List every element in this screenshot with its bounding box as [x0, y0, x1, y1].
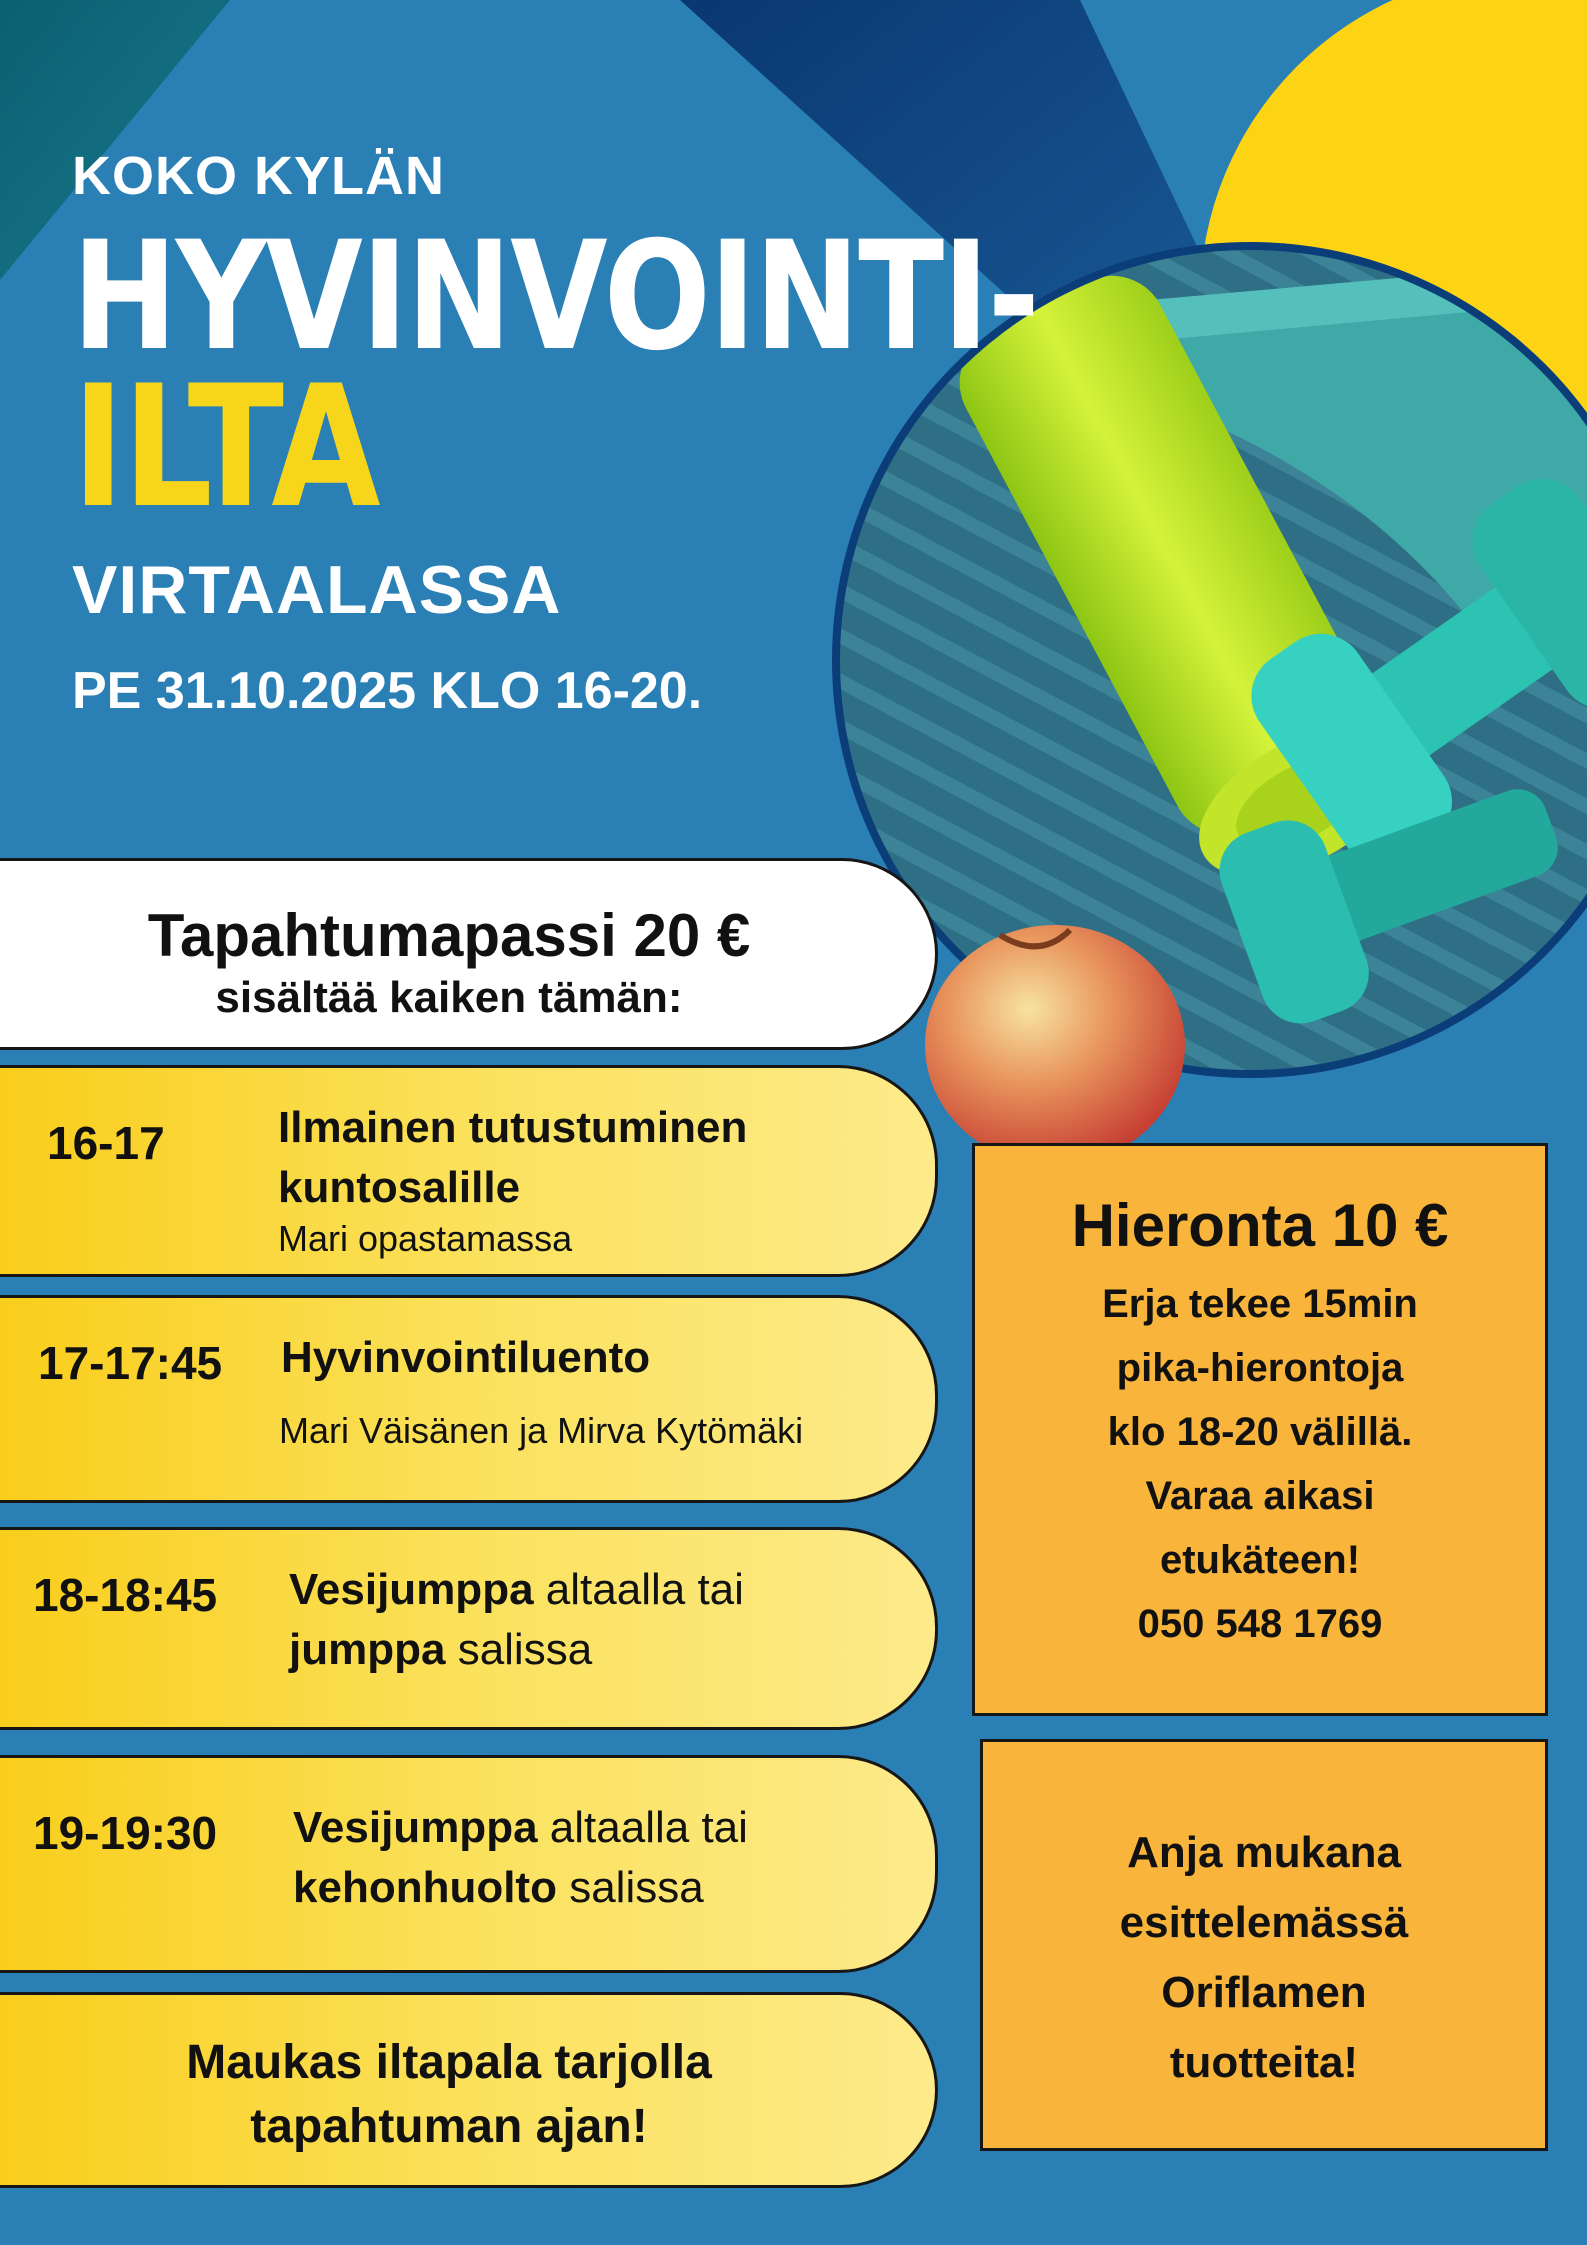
oriflame-info-box [980, 1739, 1548, 2151]
massage-title: Hieronta 10 € [1071, 1192, 1449, 1259]
oriflame-line: Oriflamen [1161, 1968, 1367, 2017]
massage-phone: 050 548 1769 [1137, 1602, 1383, 1646]
event-title-line2: ILTA [72, 349, 379, 545]
slot-time: 17-17:45 [38, 1337, 223, 1389]
schedule-slot-2 [0, 1295, 938, 1503]
oriflame-line: tuotteita! [1169, 2038, 1359, 2087]
activity-secondary: jumppa [289, 1625, 446, 1674]
event-datetime: PE 31.10.2025 KLO 16-20. [72, 662, 703, 720]
event-pass-subtitle: sisältää kaiken tämän: [215, 973, 683, 1022]
slot-note: Mari opastamassa [278, 1218, 573, 1259]
slot-time: 19-19:30 [33, 1807, 218, 1859]
activity-primary: Vesijumppa [289, 1565, 534, 1614]
snack-line1: Maukas iltapala tarjolla [186, 2036, 712, 2089]
snack-banner [0, 1992, 938, 2188]
massage-line: pika-hierontoja [1116, 1346, 1404, 1390]
activity-primary-place: altaalla tai [545, 1565, 744, 1614]
massage-line: Erja tekee 15min [1102, 1282, 1418, 1326]
header [72, 145, 1222, 721]
slot-time: 16-17 [47, 1117, 165, 1169]
slot-title: Ilmainen tutustuminen kuntosalille [278, 1103, 748, 1212]
schedule-slot-3 [0, 1527, 938, 1730]
massage-line: etukäteen! [1159, 1538, 1361, 1582]
activity-primary-place: altaalla tai [549, 1803, 748, 1852]
event-pass-title: Tapahtumapassi 20 € [147, 902, 751, 969]
event-location: VIRTAALASSA [72, 552, 562, 628]
massage-line: klo 18-20 välillä. [1107, 1410, 1413, 1454]
schedule-slot-1 [0, 1065, 938, 1277]
activity-primary: Vesijumppa [293, 1803, 538, 1852]
activity-secondary-place: salissa [569, 1863, 704, 1912]
snack-line2: tapahtuman ajan! [250, 2100, 648, 2153]
slot-time: 18-18:45 [33, 1569, 218, 1621]
oriflame-line: esittelemässä [1119, 1898, 1409, 1947]
massage-info-box [972, 1143, 1548, 1716]
header-kicker: KOKO KYLÄN [72, 146, 445, 206]
massage-line: Varaa aikasi [1145, 1474, 1375, 1518]
activity-secondary-place: salissa [457, 1625, 593, 1674]
event-title-line1: HYVINVOINTI- [72, 210, 1039, 384]
slot-note: Mari Väisänen ja Mirva Kytömäki [279, 1410, 804, 1451]
apple-image [925, 925, 1185, 1165]
slot-activities [293, 1798, 748, 1918]
activity-secondary: kehonhuolto [293, 1863, 557, 1912]
slot-title: Hyvinvointiluento [281, 1333, 651, 1382]
slot-activities [289, 1560, 744, 1680]
event-pass-banner [0, 858, 938, 1050]
oriflame-line: Anja mukana [1127, 1828, 1401, 1877]
schedule-slot-4 [0, 1755, 938, 1973]
